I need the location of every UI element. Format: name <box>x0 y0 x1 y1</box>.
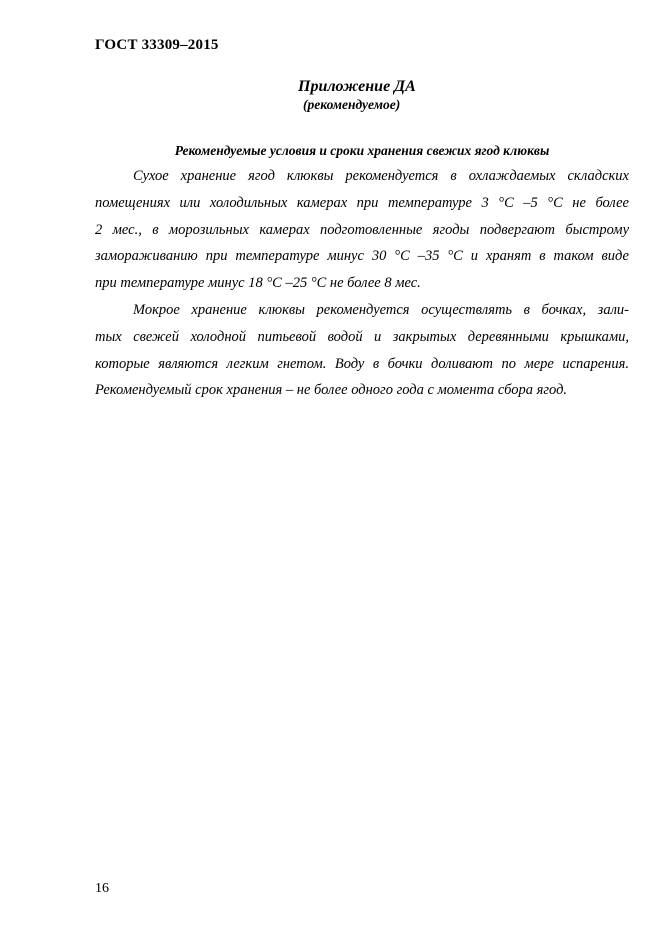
paragraph-line: Рекомендуемый срок хранения – не более одного года с момента сбора ягод. <box>95 382 568 399</box>
paragraph-line: тых свежей холодной питьевой водой и закрытых деревянными крышками, <box>95 328 629 345</box>
paragraph-line: которые являются легким гнетом. Воду в бочки доливают по мере испарения. <box>95 355 629 372</box>
paragraph-wet-storage <box>95 297 629 404</box>
paragraph-line: Сухое хранение ягод клюквы рекомендуется в охлаждаемых складских <box>133 168 629 184</box>
paragraph-line: 2 мес., в морозильных камерах подготовленные ягоды подвергают быстрому <box>95 221 629 238</box>
appendix-title: Приложение ДА <box>298 78 416 95</box>
paragraph-line: помещениях или холодильных камерах при температуре 3 °С –5 °С не более <box>95 194 629 211</box>
paragraph-line: замораживанию при температуре минус 30 °С –35 °С и хранят в таком виде <box>95 248 629 265</box>
document-code: ГОСТ 33309–2015 <box>95 37 219 53</box>
section-heading: Рекомендуемые условия и сроки хранения свежих ягод клюквы <box>174 143 550 158</box>
paragraph-dry-storage <box>95 163 629 297</box>
page-number: 16 <box>95 881 109 896</box>
paragraph-line: Мокрое хранение клюквы рекомендуется осуществлять в бочках, зали- <box>133 302 629 318</box>
appendix-status: (рекомендуемое) <box>303 97 401 112</box>
paragraph-line: при температуре минус 18 °С –25 °С не более 8 мес. <box>95 275 421 292</box>
